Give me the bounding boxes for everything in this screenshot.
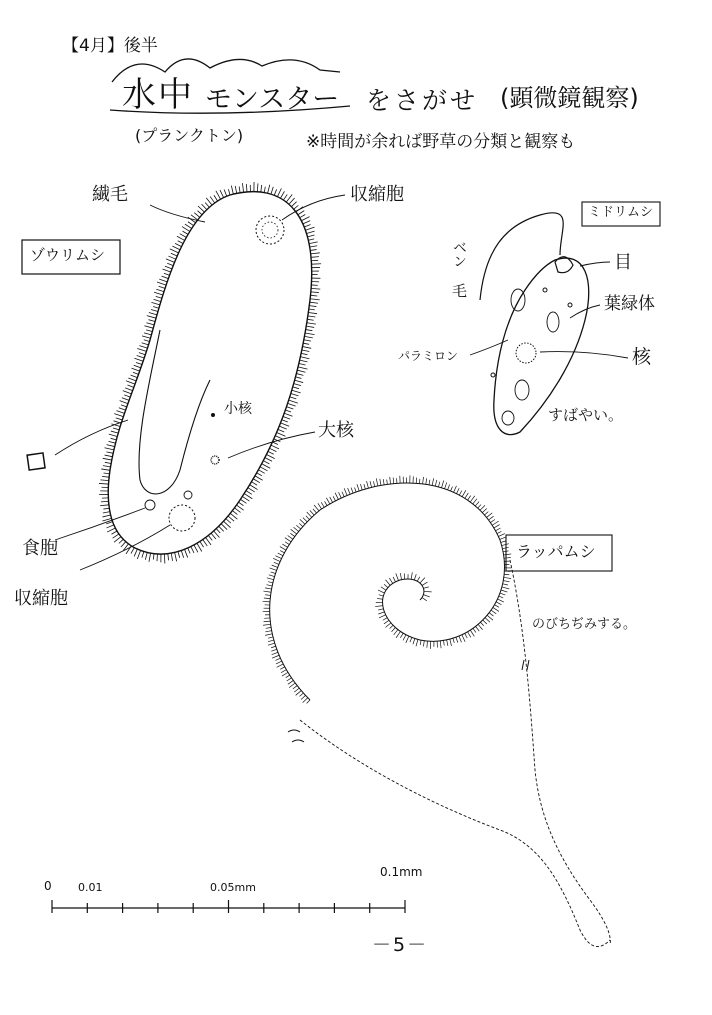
euglena-nucleus-shape: [516, 343, 536, 363]
title-rest: をさがせ: [366, 86, 479, 115]
contractile-vacuole-top-shape: [256, 216, 284, 244]
title-monster: モンスター: [205, 84, 340, 115]
euglena-name: ミドリムシ: [588, 205, 654, 220]
stentor-body-left: [300, 720, 610, 947]
label-micronucleus: 小核: [224, 401, 252, 417]
label-macronucleus: 大核: [318, 420, 354, 441]
scale-label-01: 0.1mm: [380, 865, 423, 879]
stentor-oral-rim: [270, 483, 505, 700]
title-paren: (顕微鏡観察): [500, 84, 639, 112]
stentor-name: ラッパムシ: [516, 542, 596, 561]
paramecium-name: ゾウリムシ: [30, 246, 106, 264]
macronucleus-shape: [211, 456, 219, 464]
label-chloroplast: 葉緑体: [604, 294, 655, 314]
label-contractile-vacuole-bottom: 収縮胞: [14, 588, 68, 609]
label-paramylon: パラミロン: [398, 349, 459, 363]
label-contractile-vacuole-top: 収縮胞: [350, 184, 404, 205]
leader-chloroplast: [570, 305, 600, 318]
paramecium-body: [108, 192, 311, 554]
euglena-eyespot: [555, 257, 573, 273]
leader-eyespot: [580, 262, 610, 266]
euglena-flagellum: [480, 213, 563, 300]
subtitle: (プランクトン): [135, 126, 244, 145]
leader-cv-bottom: [80, 525, 170, 570]
stentor-mark-2: [288, 730, 304, 742]
chloroplast-4: [502, 411, 514, 425]
contractile-vacuole-top-inner: [262, 222, 278, 238]
label-food-vacuole: 食胞: [22, 538, 58, 559]
chloroplast-1: [511, 289, 525, 311]
food-vacuole-2: [184, 491, 192, 499]
label-eyespot: 目: [614, 252, 632, 273]
label-nucleus: 核: [632, 346, 652, 368]
chloroplast-3: [515, 380, 529, 400]
granule-3: [491, 373, 495, 377]
granule-2: [568, 303, 572, 307]
leader-paramylon: [470, 340, 508, 355]
stentor-note: のびちぢみする。: [532, 617, 637, 632]
mouth-symbol: [27, 453, 45, 470]
title-main: 水中: [122, 75, 194, 115]
label-flagellum-1: ベン: [451, 240, 467, 268]
leader-food-vacuole: [55, 508, 145, 540]
euglena-note: すばやい。: [548, 406, 624, 424]
contractile-vacuole-bottom-shape: [169, 505, 195, 531]
scale-label-005: 0.05mm: [210, 881, 256, 894]
granule-1: [543, 288, 547, 292]
leader-nucleus: [540, 352, 628, 358]
food-vacuole-1: [145, 500, 155, 510]
page-number: －5－: [372, 934, 429, 956]
paramecium-cilia: [99, 182, 321, 563]
scale-bar: [52, 900, 405, 913]
chloroplast-2: [547, 312, 559, 332]
paramecium-oral-groove: [139, 330, 210, 494]
month-tag: 【4月】後半: [62, 36, 158, 56]
scale-label-001: 0.01: [78, 881, 103, 894]
header-note: ※時間が余れば野草の分類と観察も: [306, 132, 576, 152]
label-cilia: 繊毛: [92, 184, 128, 205]
euglena-drawing: [470, 213, 628, 435]
micronucleus-shape: [211, 413, 215, 417]
scale-label-0: 0: [44, 879, 52, 893]
label-flagellum-2: 毛: [452, 282, 468, 300]
